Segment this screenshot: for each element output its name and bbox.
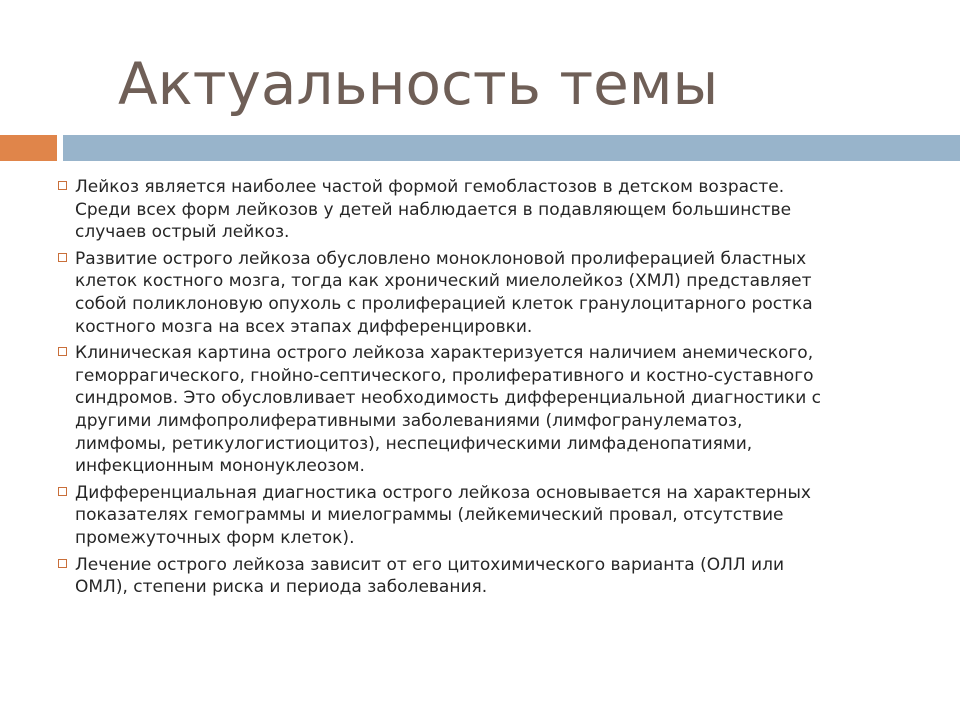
bullet-text: Клиническая картина острого лейкоза характеризуется наличием анемического, геморрагического, гнойно-септического, пролиферативного и костно-суставного синдромов. Это обусловливает необходимость дифференциальной диагностики с другими лимфопролиферативными заболеваниями (лимфогранулематоз, лимфомы, ретикулогистиоцитоз), неспецифическими лимфаденопатиями, инфекционным мононуклеозом. [75, 343, 822, 477]
bullet-text: Развитие острого лейкоза обусловлено моноклоновой пролиферацией бластных клеток костного мозга, тогда как хронический миелолейкоз (ХМЛ) представляет собой поликлоновую опухоль с пролиферацией клеток гранулоцитарного ростка костного мозга на всех этапах дифференцировки. [75, 248, 813, 337]
bullet-item [57, 482, 827, 550]
square-bullet-icon [58, 559, 67, 568]
accent-bar-orange [0, 135, 57, 161]
bullet-item [57, 554, 827, 599]
square-bullet-icon [58, 253, 67, 262]
bullet-item [57, 342, 827, 478]
square-bullet-icon [58, 347, 67, 356]
bullet-text: Лечение острого лейкоза зависит от его цитохимического варианта (ОЛЛ или ОМЛ), степени риска и периода заболевания. [75, 554, 785, 598]
slide-title: Актуальность темы [118, 50, 719, 118]
bullet-item [57, 176, 827, 244]
bullet-list [57, 176, 827, 603]
bullet-text: Дифференциальная диагностика острого лейкоза основывается на характерных показателях гемограммы и миелограммы (лейкемический провал, отсутствие промежуточных форм клеток). [75, 482, 811, 548]
bullet-text: Лейкоз является наиболее частой формой гемобластозов в детском возрасте. Среди всех форм лейкозов у детей наблюдается в подавляющем большинстве случаев острый лейкоз. [75, 177, 792, 243]
square-bullet-icon [58, 181, 67, 190]
bullet-item [57, 248, 827, 338]
square-bullet-icon [58, 487, 67, 496]
accent-bar-blue [63, 135, 960, 161]
